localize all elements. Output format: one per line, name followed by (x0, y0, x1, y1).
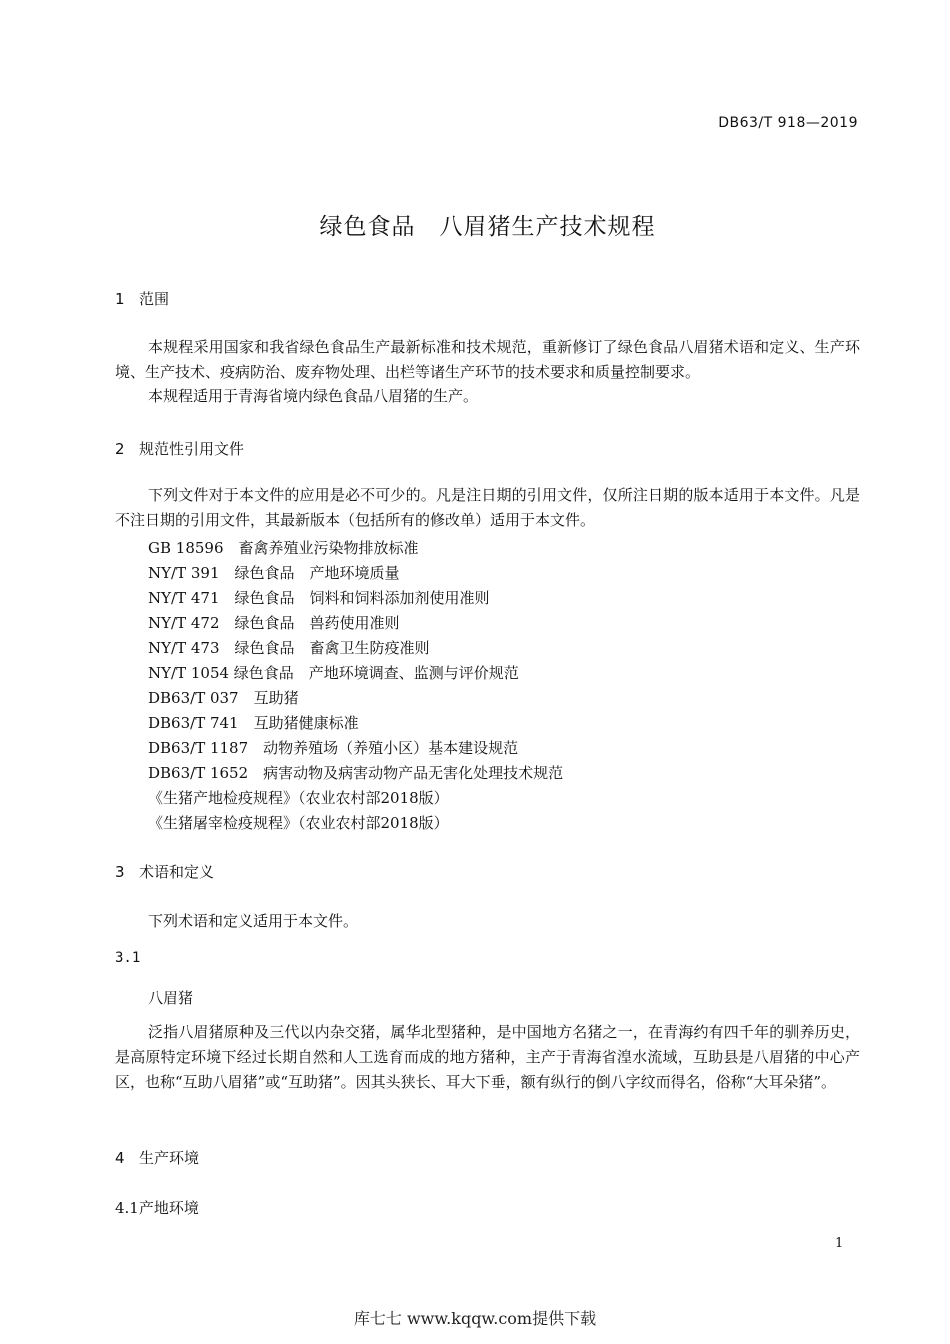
subsection-number: 3.1 (115, 950, 141, 966)
section-3-heading (115, 861, 214, 882)
section-4-heading (115, 1147, 199, 1168)
section-title: 范围 (139, 290, 170, 308)
term-name: 八眉猪 (148, 989, 194, 1007)
section-title: 生产环境 (139, 1149, 200, 1167)
page-number: 1 (835, 1236, 844, 1251)
reference-item: 《生猪产地检疫规程》（农业农村部2018版） (148, 789, 449, 807)
subsection-4-1-heading (115, 1197, 199, 1218)
section-title: 规范性引用文件 (139, 440, 245, 458)
section-2-heading (115, 438, 244, 459)
section-number: 4 (115, 1149, 125, 1167)
download-footer: 库七七 www.kqqw.com提供下载 (353, 1309, 597, 1328)
reference-item: DB63/T 1187 动物养殖场（养殖小区）基本建设规范 (148, 739, 519, 757)
section-1-scope-line: 本规程适用于青海省境内绿色食品八眉猪的生产。 (148, 387, 479, 405)
reference-item: 《生猪屠宰检疫规程》（农业农村部2018版） (148, 814, 449, 832)
standard-code: DB63/T 918—2019 (718, 115, 858, 131)
section-number: 2 (115, 440, 125, 458)
section-title: 术语和定义 (139, 863, 215, 881)
reference-item: NY/T 1054 绿色食品 产地环境调查、监测与评价规范 (148, 664, 519, 682)
subsection-title: 产地环境 (138, 1199, 199, 1217)
section-number: 1 (115, 290, 125, 308)
term-definition: 泛指八眉猪原种及三代以内杂交猪，属华北型猪种，是中国地方名猪之一，在青海约有四千年的驯养历史，是高原特定环境下经过长期自然和人工选育而成的地方猪种，主产于青海省湟水流域，互助县是八眉猪的中心产区，也称“互助八眉猪”或“互助猪”。因其头狭长、耳大下垂，额有纵行的倒八字纹而得名，俗称“大耳朵猪”。 (115, 1023, 860, 1091)
section-number: 3 (115, 863, 125, 881)
subsection-number: 4.1 (115, 1199, 139, 1217)
section-1-heading (115, 288, 169, 309)
reference-item: DB63/T 741 互助猪健康标准 (148, 714, 359, 732)
reference-item: NY/T 391 绿色食品 产地环境质量 (148, 564, 400, 582)
section-1-paragraph: 本规程采用国家和我省绿色食品生产最新标准和技术规范，重新修订了绿色食品八眉猪术语和定义、生产环境、生产技术、疫病防治、废弃物处理、出栏等诸生产环节的技术要求和质量控制要求。 (115, 338, 860, 381)
reference-item: NY/T 473 绿色食品 畜禽卫生防疫准则 (148, 639, 430, 657)
reference-item: DB63/T 1652 病害动物及病害动物产品无害化处理技术规范 (148, 764, 564, 782)
reference-item: DB63/T 037 互助猪 (148, 689, 299, 707)
document-title: 绿色食品 八眉猪生产技术规程 (319, 214, 656, 240)
section-2-paragraph: 下列文件对于本文件的应用是必不可少的。凡是注日期的引用文件，仅所注日期的版本适用于本文件。凡是不注日期的引用文件，其最新版本（包括所有的修改单）适用于本文件。 (115, 486, 860, 529)
reference-item: GB 18596 畜禽养殖业污染物排放标准 (148, 539, 419, 557)
reference-item: NY/T 471 绿色食品 饲料和饲料添加剂使用准则 (148, 589, 490, 607)
reference-item: NY/T 472 绿色食品 兽药使用准则 (148, 614, 400, 632)
section-3-paragraph: 下列术语和定义适用于本文件。 (148, 912, 359, 930)
